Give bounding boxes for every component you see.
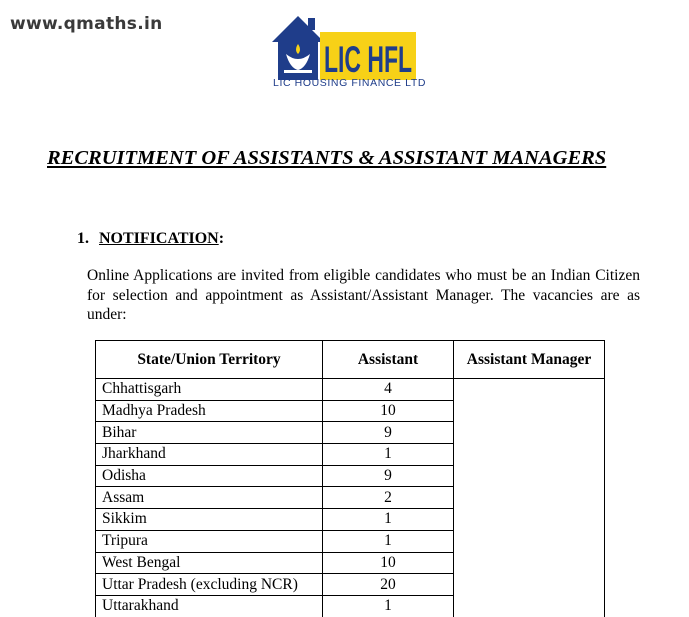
manager-cell (454, 595, 605, 616)
manager-cell (454, 422, 605, 444)
state-cell: Odisha (96, 465, 323, 487)
assistant-cell: 9 (323, 465, 454, 487)
table-row (96, 509, 605, 531)
table-row (96, 422, 605, 444)
state-cell: Chhattisgarh (96, 379, 323, 401)
logo-brand-text: LIC HFL (324, 39, 412, 80)
assistant-cell: 4 (323, 379, 454, 401)
table-row (96, 444, 605, 466)
state-cell: Sikkim (96, 509, 323, 531)
logo-subtitle: LIC HOUSING FINANCE LTD (273, 77, 427, 89)
table-row (96, 465, 605, 487)
table-row (96, 379, 605, 401)
state-cell: Uttarakhand (96, 595, 323, 616)
table-header-row (96, 341, 605, 379)
assistant-cell: 1 (323, 444, 454, 466)
manager-cell (454, 400, 605, 422)
header-assistant-manager: Assistant Manager (454, 341, 605, 379)
manager-cell (454, 444, 605, 466)
table-row (96, 530, 605, 552)
section-number: 1. (77, 230, 89, 247)
vacancy-table (95, 340, 605, 617)
assistant-cell: 1 (323, 595, 454, 616)
manager-cell (454, 465, 605, 487)
table-row (96, 552, 605, 574)
table-row (96, 574, 605, 596)
table-row (96, 487, 605, 509)
assistant-cell: 20 (323, 574, 454, 596)
header-state: State/Union Territory (96, 341, 323, 379)
header-assistant: Assistant (323, 341, 454, 379)
state-cell: Uttar Pradesh (excluding NCR) (96, 574, 323, 596)
state-cell: Tripura (96, 530, 323, 552)
manager-cell (454, 487, 605, 509)
assistant-cell: 1 (323, 530, 454, 552)
assistant-cell: 10 (323, 552, 454, 574)
state-cell: Assam (96, 487, 323, 509)
assistant-cell: 10 (323, 400, 454, 422)
manager-cell (454, 509, 605, 531)
assistant-cell: 1 (323, 509, 454, 531)
manager-cell (454, 379, 605, 401)
manager-cell (454, 530, 605, 552)
watermark-text: www.qmaths.in (10, 14, 163, 34)
state-cell: Jharkhand (96, 444, 323, 466)
table-row (96, 595, 605, 616)
section-heading (77, 230, 224, 248)
table-row (96, 400, 605, 422)
state-cell: Bihar (96, 422, 323, 444)
state-cell: Madhya Pradesh (96, 400, 323, 422)
manager-cell (454, 552, 605, 574)
manager-cell (454, 574, 605, 596)
page-title: RECRUITMENT OF ASSISTANTS & ASSISTANT MANAGERS (47, 147, 607, 169)
section-title: NOTIFICATION (99, 230, 219, 247)
assistant-cell: 2 (323, 487, 454, 509)
notification-paragraph: Online Applications are invited from eligible candidates who must be an Indian Citizen for selection and appointment as Assistant/Assistant Manager. The vacancies are as under: (87, 267, 640, 323)
state-cell: West Bengal (96, 552, 323, 574)
section-colon: : (218, 230, 225, 247)
assistant-cell: 9 (323, 422, 454, 444)
